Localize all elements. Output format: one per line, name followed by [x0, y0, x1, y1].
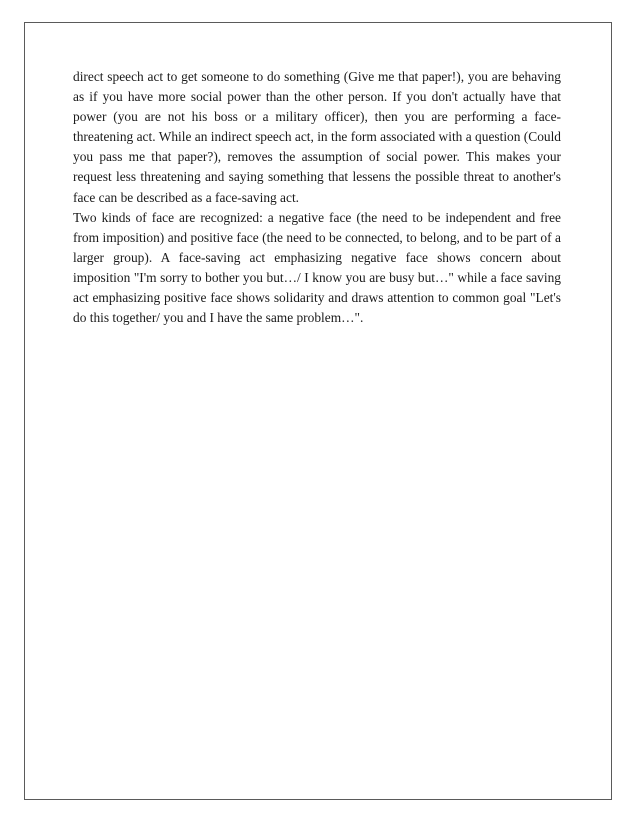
- paragraph-face-kinds: Two kinds of face are recognized: a negative face (the need to be independent and free from imposition) and positive face (the need to be connected, to belong, and to be part of a larger group). A face-saving act emphasizing negative face shows concern about imposition "I'm sorry to bother you but…/ I know you are busy but…" while a face saving act emphasizing positive face shows solidarity and draws attention to common goal "Let's do this together/ you and I have the same problem…".: [73, 209, 561, 326]
- paragraph-speech-acts: direct speech act to get someone to do something (Give me that paper!), you are behaving as if you have more social power than the other person. If you don't actually have that power (you are not his boss or a military officer), then you are performing a face-threatening act. While an indirect speech act, in the form associated with a question (Could you pass me that paper?), removes the assumption of social power. This makes your request less threatening and saying something that lessens the possible threat to another's face can be described as a face-saving act.: [73, 69, 561, 205]
- page-body-text: [73, 67, 561, 328]
